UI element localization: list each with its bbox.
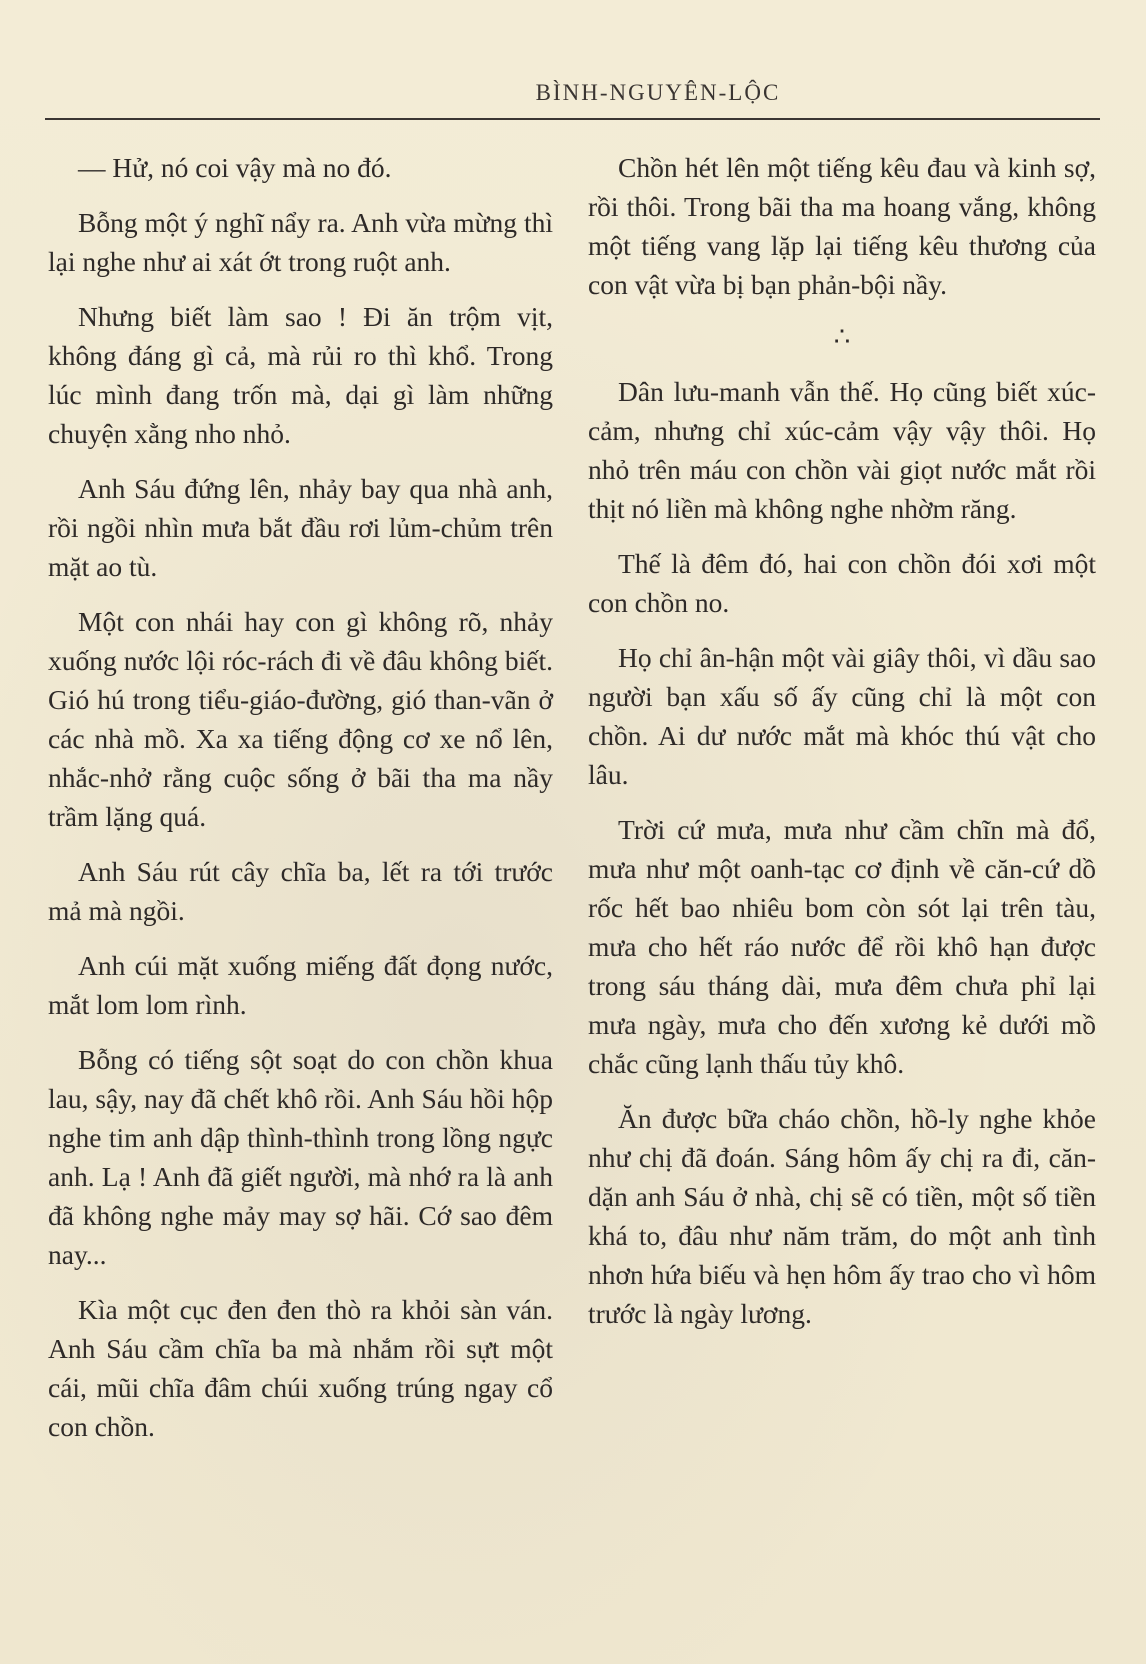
left-paragraph-2: Bỗng một ý nghĩ nẩy ra. Anh vừa mừng thì lại nghe như ai xát ớt trong ruột anh. [48,207,553,277]
running-title: BÌNH-NGUYÊN-LỘC [535,80,781,105]
left-paragraph-1: — Hử, nó coi vậy mà no đó. [78,152,392,183]
right-paragraph-1: Chồn hét lên một tiếng kêu đau và kinh sợ, rồi thôi. Trong bãi tha ma hoang vắng, không một tiếng vang lặp lại tiếng kêu thương của con vật vừa bị bạn phản-bội nầy. [588,152,1096,300]
left-paragraph-6: Anh Sáu rút cây chĩa ba, lết ra tới trước mả mà ngồi. [48,856,553,926]
header-rule [45,118,1100,120]
right-paragraph-3: Thế là đêm đó, hai con chồn đói xơi một con chồn no. [588,548,1096,618]
running-header [0,80,1146,106]
right-paragraph-5: Trời cứ mưa, mưa như cầm chĩn mà đổ, mưa như một oanh-tạc cơ định về căn-cứ dồ rốc hết bao nhiêu bom còn sót lại trên tàu, mưa cho hết ráo nước để rồi khô hạn được trong sáu tháng dài, mưa đêm chưa phỉ lại mưa ngày, mưa cho đến xương kẻ dưới mồ chắc cũng lạnh thấu tủy khô. [588,814,1096,1079]
left-paragraph-4: Anh Sáu đứng lên, nhảy bay qua nhà anh, rồi ngồi nhìn mưa bắt đầu rơi lủm-chủm trên mặt ao tù. [48,473,553,582]
left-paragraph-9: Kìa một cục đen đen thò ra khỏi sàn ván. Anh Sáu cầm chĩa ba mà nhắm rồi sựt một cái, mũi chĩa đâm chúi xuống trúng ngay cổ con chồn. [48,1294,553,1442]
left-paragraph-8: Bỗng có tiếng sột soạt do con chồn khua lau, sậy, nay đã chết khô rồi. Anh Sáu hồi hộp nghe tim anh dập thình-thình trong lồng ngực anh. Lạ ! Anh đã giết người, mà nhớ ra là anh đã không nghe mảy may sợ hãi. Cớ sao đêm nay... [48,1044,553,1270]
right-paragraph-4: Họ chỉ ân-hận một vài giây thôi, vì dầu sao người bạn xấu số ấy cũng chỉ là một con chồn. Ai dư nước mắt mà khóc thú vật cho lâu. [588,642,1096,790]
left-column [48,148,553,1462]
right-column [588,148,1096,1349]
right-paragraph-6: Ăn được bữa cháo chồn, hồ-ly nghe khỏe như chị đã đoán. Sáng hôm ấy chị ra đi, căn-dặn anh Sáu ở nhà, chị sẽ có tiền, một số tiền khá to, đâu như năm trăm, do một anh tình nhơn hứa biếu và hẹn hôm ấy trao cho vì hôm trước là ngày lương. [588,1103,1096,1329]
left-paragraph-3: Nhưng biết làm sao ! Đi ăn trộm vịt, không đáng gì cả, mà rủi ro thì khổ. Trong lúc mình đang trốn mà, dại gì làm những chuyện xằng nho nhỏ. [48,301,553,449]
section-separator: ∴ [833,322,851,351]
right-paragraph-2: Dân lưu-manh vẫn thế. Họ cũng biết xúc-cảm, nhưng chỉ xúc-cảm vậy vậy thôi. Họ nhỏ trên máu con chồn vài giọt nước mắt rồi thịt nó liền mà không nghe nhờm răng. [588,376,1096,524]
left-paragraph-7: Anh cúi mặt xuống miếng đất đọng nước, mắt lom lom rình. [48,950,553,1020]
left-paragraph-5: Một con nhái hay con gì không rõ, nhảy xuống nước lội róc-rách đi về đâu không biết. Gió hú trong tiểu-giáo-đường, gió than-vãn ở các nhà mồ. Xa xa tiếng động cơ xe nổ lên, nhắc-nhở rằng cuộc sống ở bãi tha ma nầy trầm lặng quá. [48,606,553,832]
